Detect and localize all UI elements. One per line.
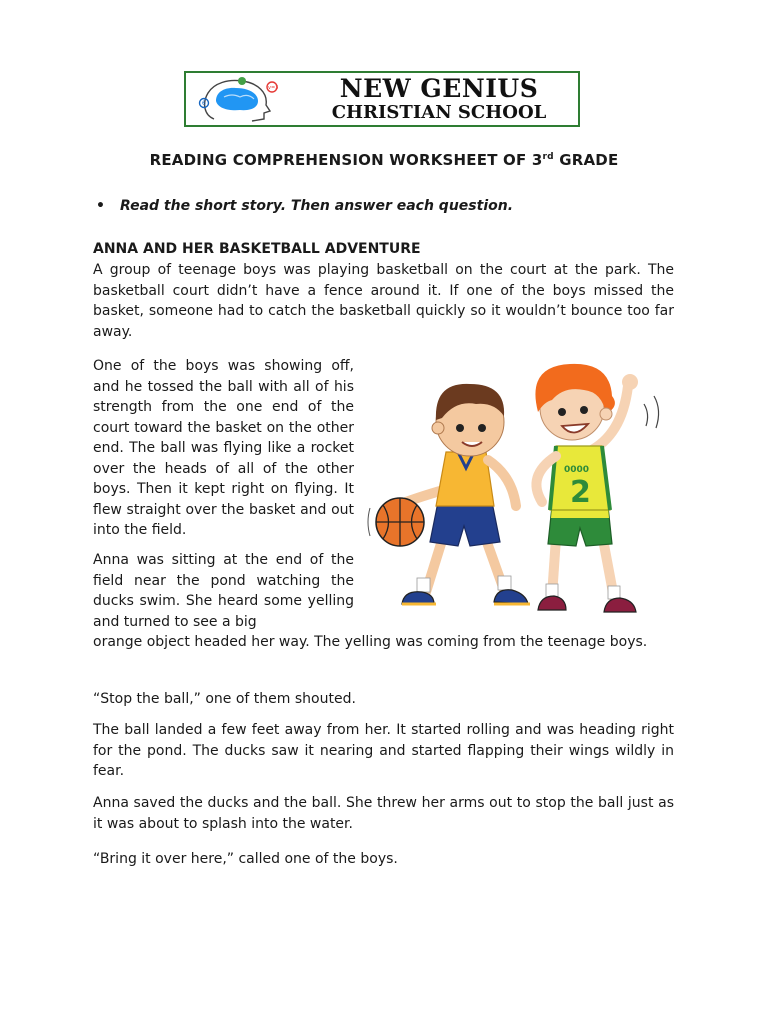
basketball-icon	[368, 498, 424, 546]
worksheet-title	[0, 151, 768, 169]
brain-head-logo-icon	[194, 75, 294, 125]
svg-text:0000: 0000	[564, 465, 590, 475]
story-paragraph-7: “Bring it over here,” called one of the boys.	[93, 851, 398, 867]
story-title: ANNA AND HER BASKETBALL ADVENTURE	[93, 241, 421, 257]
worksheet-title-ordinal: rd	[542, 152, 554, 162]
jersey-number: 2	[570, 475, 591, 510]
story-paragraph-2: One of the boys was showing off, and he tossed the ball with all of his strength from the one end of the court toward the basket on the other end. The ball was flying like a rocket over the heads of all of the other boys. Then it kept right on flying. It flew straight over the basket and out into the field.	[93, 358, 354, 538]
story-paragraph-4: “Stop the ball,” one of them shouted.	[93, 691, 356, 707]
svg-text:6: 6	[202, 100, 206, 107]
story-paragraph-5: The ball landed a few feet away from her. It started rolling and was heading right for the pond. The ducks saw it nearing and started flapping their wings wildly in fear.	[93, 722, 674, 779]
instruction-item	[96, 198, 513, 214]
story-paragraph-3-part-1: Anna was sitting at the end of the field near the pond watching the ducks swim. She heard some yelling and turned to see a big	[93, 552, 354, 630]
instruction-text: Read the short story. Then answer each question.	[120, 198, 514, 214]
story-paragraph-1: A group of teenage boys was playing basketball on the court at the park. The basketball court didn’t have a fence around it. If one of the boys missed the basket, someone had to catch the basketball quickly so it wouldn’t bounce too far away.	[93, 262, 674, 340]
svg-text:v=3: v=3	[268, 85, 279, 91]
story-paragraph-6: Anna saved the ducks and the ball. She threw her arms out to stop the ball just as it was about to splash into the water.	[93, 795, 674, 832]
logo-school-name-line2: CHRISTIAN SCHOOL	[331, 102, 547, 123]
story-paragraph-3-part-2: orange object headed her way. The yelling was coming from the teenage boys.	[93, 634, 648, 650]
worksheet-title-grade: GRADE	[553, 151, 619, 169]
bullet-icon: •	[96, 198, 105, 214]
school-logo-banner	[184, 71, 580, 127]
worksheet-title-main: READING COMPREHENSION WORKSHEET OF 3	[149, 151, 543, 169]
basketball-boys-illustration	[366, 356, 676, 628]
logo-school-name-line1: NEW GENIUS	[339, 74, 539, 103]
